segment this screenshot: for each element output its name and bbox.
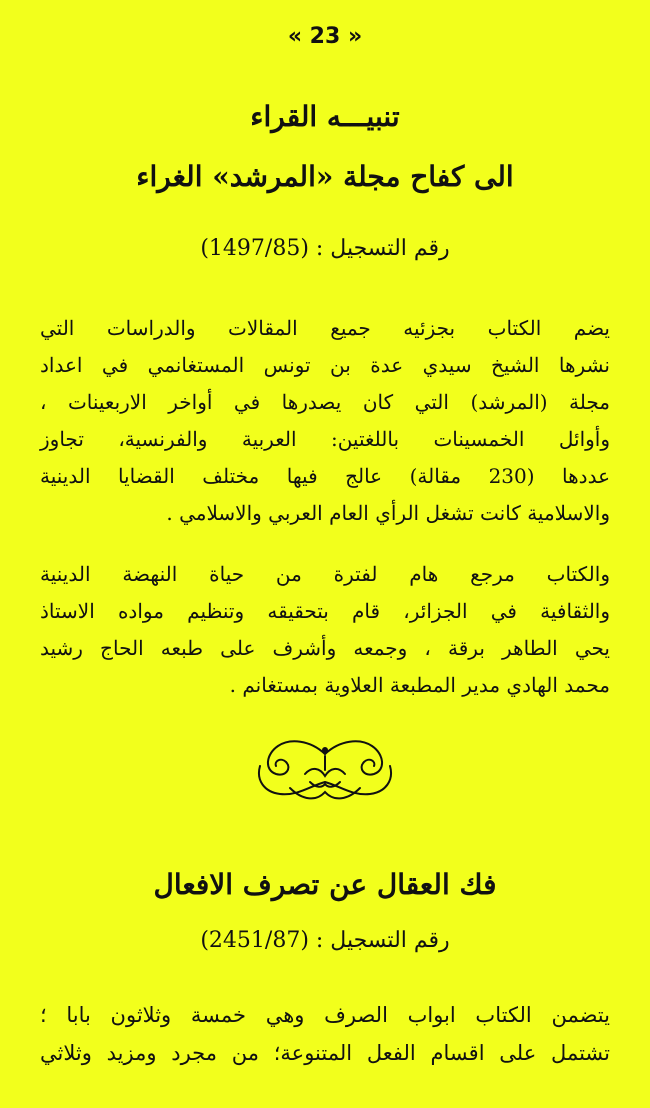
paragraph-line: مجلة (المرشد) التي كان يصدرها في أواخر الاربعينات ، <box>40 390 610 414</box>
page-number: « 23 » <box>287 24 363 49</box>
paragraph-line: نشرها الشيخ سيدي عدة بن تونس المستغانمي في اعداد <box>40 353 610 377</box>
section1-title-line2: الى كفاح مجلة «المرشد» الغراء <box>136 160 514 193</box>
paragraph-line: عددها (230 مقالة) عالج فيها مختلف القضايا الدينية <box>40 464 611 488</box>
paragraph-line: يضم الكتاب بجزئيه جميع المقالات والدراسات التي <box>40 316 610 340</box>
section2-paragraph <box>40 996 610 1072</box>
paragraph-line: يحي الطاهر برقة ، وجمعه وأشرف على طبعه الحاج رشيد <box>40 636 610 660</box>
paragraph-line: والاسلامية كانت تشغل الرأي العام العربي والاسلامي . <box>166 501 610 525</box>
section2-title: فك العقال عن تصرف الافعال <box>153 868 497 901</box>
paragraph-line: تشتمل على اقسام الفعل المتنوعة؛ من مجرد ومزيد وثلاثي <box>40 1041 610 1065</box>
section2-registration: رقم التسجيل : (2451/87) <box>200 928 450 953</box>
section1-paragraph2 <box>40 556 610 704</box>
section1-paragraph1 <box>40 310 610 532</box>
section1-registration: رقم التسجيل : (1497/85) <box>200 236 450 261</box>
section1-title-line1: تنبيـــه القراء <box>250 100 400 133</box>
paragraph-line: والثقافية في الجزائر، قام بتحقيقه وتنظيم مواده الاستاذ <box>40 599 610 623</box>
ornament-flourish-icon <box>250 736 400 806</box>
ornament-dot <box>322 747 328 753</box>
paragraph-line: محمد الهادي مدير المطبعة العلاوية بمستغانم . <box>229 673 610 697</box>
paragraph-line: وأوائل الخمسينات باللغتين: العربية والفرنسية، تجاوز <box>40 427 610 451</box>
paragraph-line: يتضمن الكتاب ابواب الصرف وهي خمسة وثلاثون بابا ؛ <box>40 1003 610 1027</box>
paragraph-line: والكتاب مرجع هام لفترة من حياة النهضة الدينية <box>40 562 610 586</box>
